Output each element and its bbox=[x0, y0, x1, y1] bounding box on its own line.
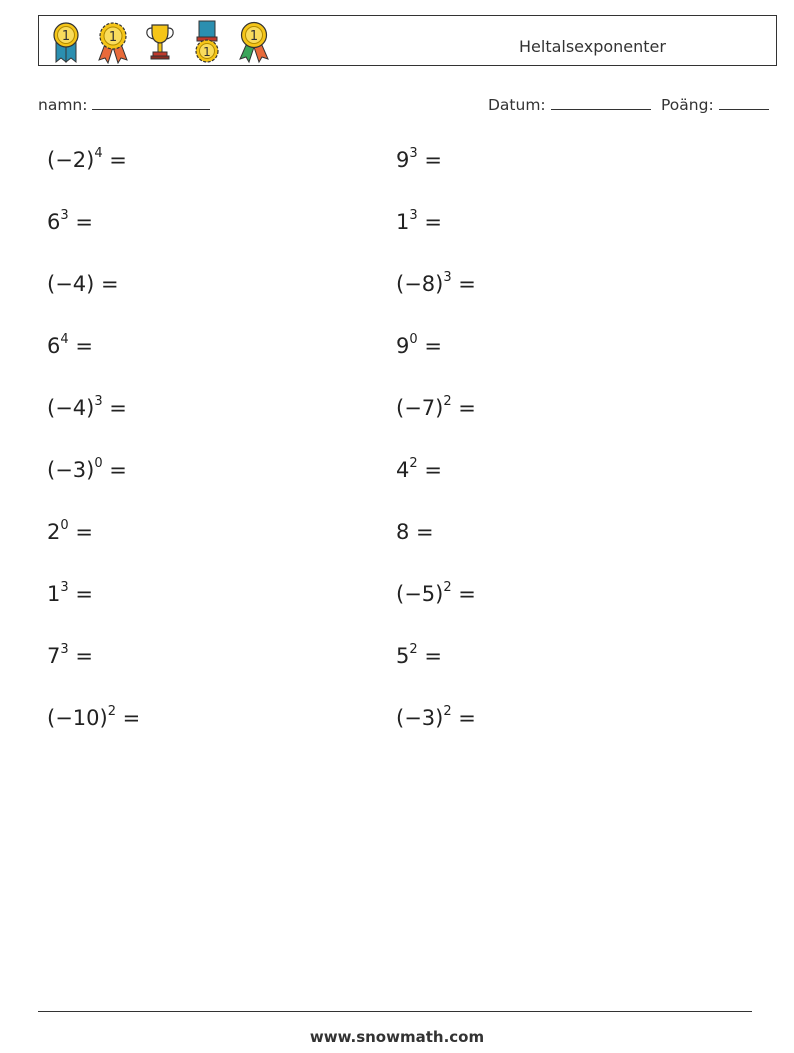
problem-exponent: 0 bbox=[94, 456, 103, 471]
equals-sign: = bbox=[68, 582, 93, 606]
problem-base: (−3) bbox=[47, 458, 95, 482]
footer-url: www.snowmath.com bbox=[309, 1028, 485, 1046]
problem-base: 5 bbox=[396, 644, 410, 668]
problem-base: 8 bbox=[396, 520, 410, 544]
problem-exponent: 3 bbox=[443, 270, 452, 285]
worksheet-title: Heltalsexponenter bbox=[519, 37, 666, 56]
problem-exponent: 4 bbox=[60, 332, 69, 347]
problem-right-10 bbox=[396, 706, 476, 730]
equals-sign: = bbox=[451, 272, 476, 296]
problem-left-6 bbox=[47, 458, 127, 482]
equals-sign: = bbox=[102, 148, 127, 172]
equals-sign: = bbox=[68, 644, 93, 668]
medal-icons bbox=[47, 20, 273, 64]
problem-exponent: 2 bbox=[409, 642, 418, 657]
problem-base: (−4) bbox=[47, 272, 95, 296]
problem-exponent: 2 bbox=[443, 580, 452, 595]
name-blank-line[interactable] bbox=[92, 94, 210, 110]
equals-sign: = bbox=[451, 706, 476, 730]
problem-right-9 bbox=[396, 644, 442, 668]
equals-sign: = bbox=[417, 148, 442, 172]
equals-sign: = bbox=[417, 334, 442, 358]
equals-sign: = bbox=[451, 396, 476, 420]
problem-base: (−8) bbox=[396, 272, 444, 296]
equals-sign: = bbox=[417, 644, 442, 668]
svg-text:1: 1 bbox=[203, 45, 211, 59]
problem-exponent: 4 bbox=[94, 146, 103, 161]
date-label: Datum: bbox=[488, 96, 546, 114]
problem-right-8 bbox=[396, 582, 476, 606]
problem-right-1 bbox=[396, 148, 442, 172]
problem-right-7 bbox=[396, 520, 434, 544]
score-label: Poäng: bbox=[661, 96, 714, 114]
problem-left-3 bbox=[47, 272, 119, 296]
problem-exponent: 3 bbox=[60, 580, 69, 595]
problem-base: 9 bbox=[396, 334, 410, 358]
equals-sign: = bbox=[417, 210, 442, 234]
problem-base: (−3) bbox=[396, 706, 444, 730]
problem-exponent: 3 bbox=[409, 208, 418, 223]
svg-text:1: 1 bbox=[108, 30, 118, 45]
problem-right-5 bbox=[396, 396, 476, 420]
rosette-medal-icon bbox=[94, 20, 132, 64]
date-blank-line[interactable] bbox=[551, 94, 651, 110]
problem-right-2 bbox=[396, 210, 442, 234]
problem-base: (−5) bbox=[396, 582, 444, 606]
equals-sign: = bbox=[94, 272, 119, 296]
equals-sign: = bbox=[68, 520, 93, 544]
problem-base: (−7) bbox=[396, 396, 444, 420]
equals-sign: = bbox=[102, 396, 127, 420]
problem-base: 1 bbox=[396, 210, 410, 234]
score-field[interactable] bbox=[661, 94, 769, 114]
problem-exponent: 2 bbox=[107, 704, 116, 719]
problem-left-10 bbox=[47, 706, 140, 730]
problem-exponent: 3 bbox=[94, 394, 103, 409]
problem-left-1 bbox=[47, 148, 127, 172]
problem-base: 2 bbox=[47, 520, 61, 544]
equals-sign: = bbox=[417, 458, 442, 482]
score-blank-line[interactable] bbox=[719, 94, 769, 110]
problem-exponent: 0 bbox=[60, 518, 69, 533]
svg-text:1: 1 bbox=[61, 29, 71, 44]
equals-sign: = bbox=[451, 582, 476, 606]
trophy-icon bbox=[141, 20, 179, 64]
problem-left-8 bbox=[47, 582, 93, 606]
problem-exponent: 0 bbox=[409, 332, 418, 347]
problem-left-7 bbox=[47, 520, 93, 544]
problem-base: (−4) bbox=[47, 396, 95, 420]
problem-exponent: 3 bbox=[409, 146, 418, 161]
problem-exponent: 2 bbox=[409, 456, 418, 471]
equals-sign: = bbox=[102, 458, 127, 482]
problem-left-2 bbox=[47, 210, 93, 234]
hanging-medal-icon bbox=[188, 20, 226, 64]
problem-base: 6 bbox=[47, 334, 61, 358]
problem-base: 6 bbox=[47, 210, 61, 234]
footer-divider bbox=[38, 1011, 752, 1012]
problem-base: (−10) bbox=[47, 706, 108, 730]
name-label: namn: bbox=[38, 96, 88, 114]
problem-base: 9 bbox=[396, 148, 410, 172]
equals-sign: = bbox=[68, 334, 93, 358]
problem-exponent: 2 bbox=[443, 394, 452, 409]
rosette-medal-icon bbox=[235, 20, 273, 64]
name-field[interactable] bbox=[38, 94, 210, 114]
problem-right-3 bbox=[396, 272, 476, 296]
problem-right-6 bbox=[396, 458, 442, 482]
worksheet-header bbox=[38, 15, 777, 66]
problem-exponent: 3 bbox=[60, 642, 69, 657]
problem-base: (−2) bbox=[47, 148, 95, 172]
problem-exponent: 2 bbox=[443, 704, 452, 719]
problem-exponent: 3 bbox=[60, 208, 69, 223]
problem-base: 1 bbox=[47, 582, 61, 606]
equals-sign: = bbox=[115, 706, 141, 730]
problem-left-5 bbox=[47, 396, 127, 420]
problem-base: 4 bbox=[396, 458, 410, 482]
date-field[interactable] bbox=[488, 94, 651, 114]
equals-sign: = bbox=[68, 210, 93, 234]
problem-base: 7 bbox=[47, 644, 61, 668]
problem-left-9 bbox=[47, 644, 93, 668]
medal-ribbon-icon bbox=[47, 20, 85, 64]
equals-sign: = bbox=[409, 520, 434, 544]
svg-text:1: 1 bbox=[249, 29, 259, 44]
problem-left-4 bbox=[47, 334, 93, 358]
problem-right-4 bbox=[396, 334, 442, 358]
